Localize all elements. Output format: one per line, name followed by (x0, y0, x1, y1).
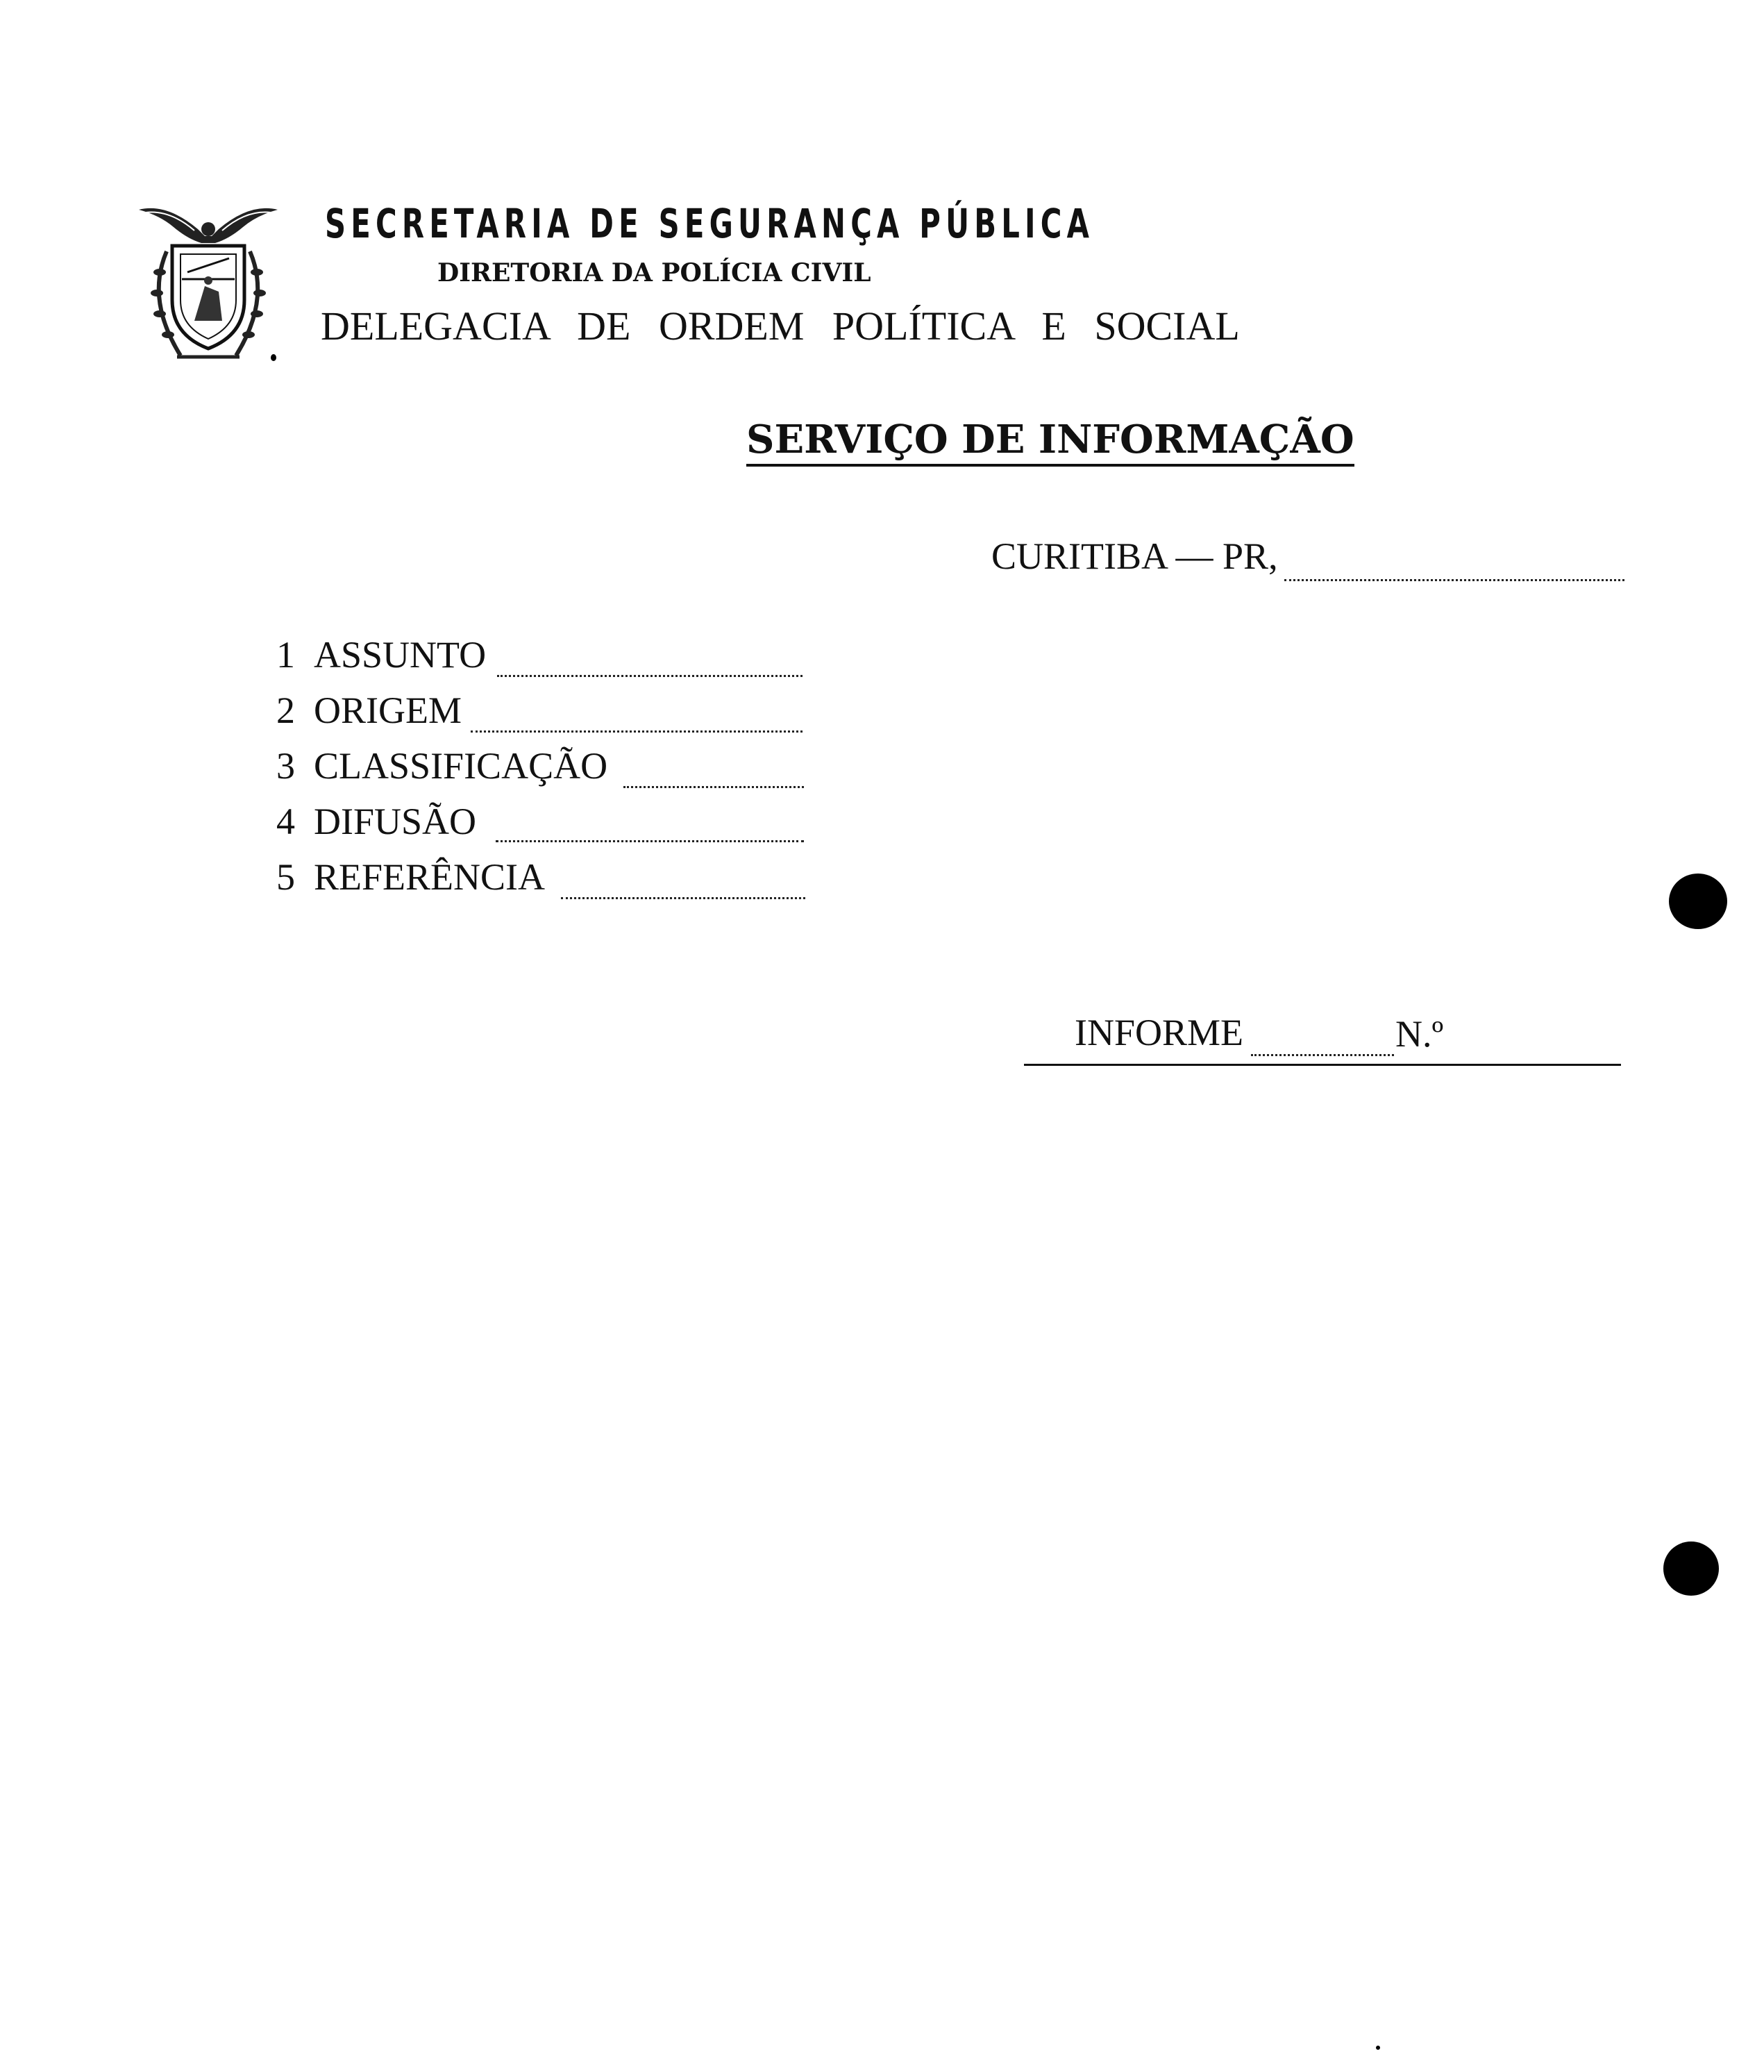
field-number: 2 (276, 690, 295, 731)
informe-underline (1024, 1064, 1621, 1066)
punch-hole-bottom (1663, 1542, 1719, 1596)
field-label: REFERÊNCIA (314, 856, 546, 898)
speck (1376, 2046, 1380, 2050)
field-referencia (276, 855, 545, 899)
field-number: 1 (276, 634, 295, 676)
field-label: ASSUNTO (314, 634, 487, 676)
referencia-input[interactable] (561, 897, 805, 899)
place-date-label: CURITIBA — PR, (991, 535, 1278, 577)
origem-input[interactable] (471, 730, 803, 733)
informe-number-label: N.º (1395, 1013, 1444, 1055)
field-origem (276, 689, 462, 732)
field-classificacao (276, 744, 607, 787)
field-assunto (276, 633, 486, 676)
classificacao-input[interactable] (623, 786, 804, 788)
informe-input[interactable] (1251, 1054, 1394, 1056)
field-number: 5 (276, 856, 295, 898)
date-field[interactable] (1284, 579, 1624, 581)
field-label: ORIGEM (314, 690, 462, 731)
punch-hole-top (1669, 874, 1727, 929)
diretoria-subheading: DIRETORIA DA POLÍCIA CIVIL (437, 258, 871, 287)
secretaria-heading: SECRETARIA DE SEGURANÇA PÚBLICA (325, 200, 1095, 247)
difusao-input[interactable] (496, 840, 804, 842)
field-difusao (276, 800, 476, 843)
speck (271, 354, 276, 361)
servico-title: SERVIÇO DE INFORMAÇÃO (746, 415, 1354, 467)
coat-of-arms-icon (139, 203, 278, 369)
field-label: DIFUSÃO (314, 801, 477, 842)
field-label: CLASSIFICAÇÃO (314, 745, 608, 787)
field-number: 4 (276, 801, 295, 842)
field-number: 3 (276, 745, 295, 787)
delegacia-heading: DELEGACIA DE ORDEM POLÍTICA E SOCIAL (321, 303, 1240, 349)
informe-label: INFORME (1075, 1012, 1244, 1053)
assunto-input[interactable] (497, 675, 803, 677)
